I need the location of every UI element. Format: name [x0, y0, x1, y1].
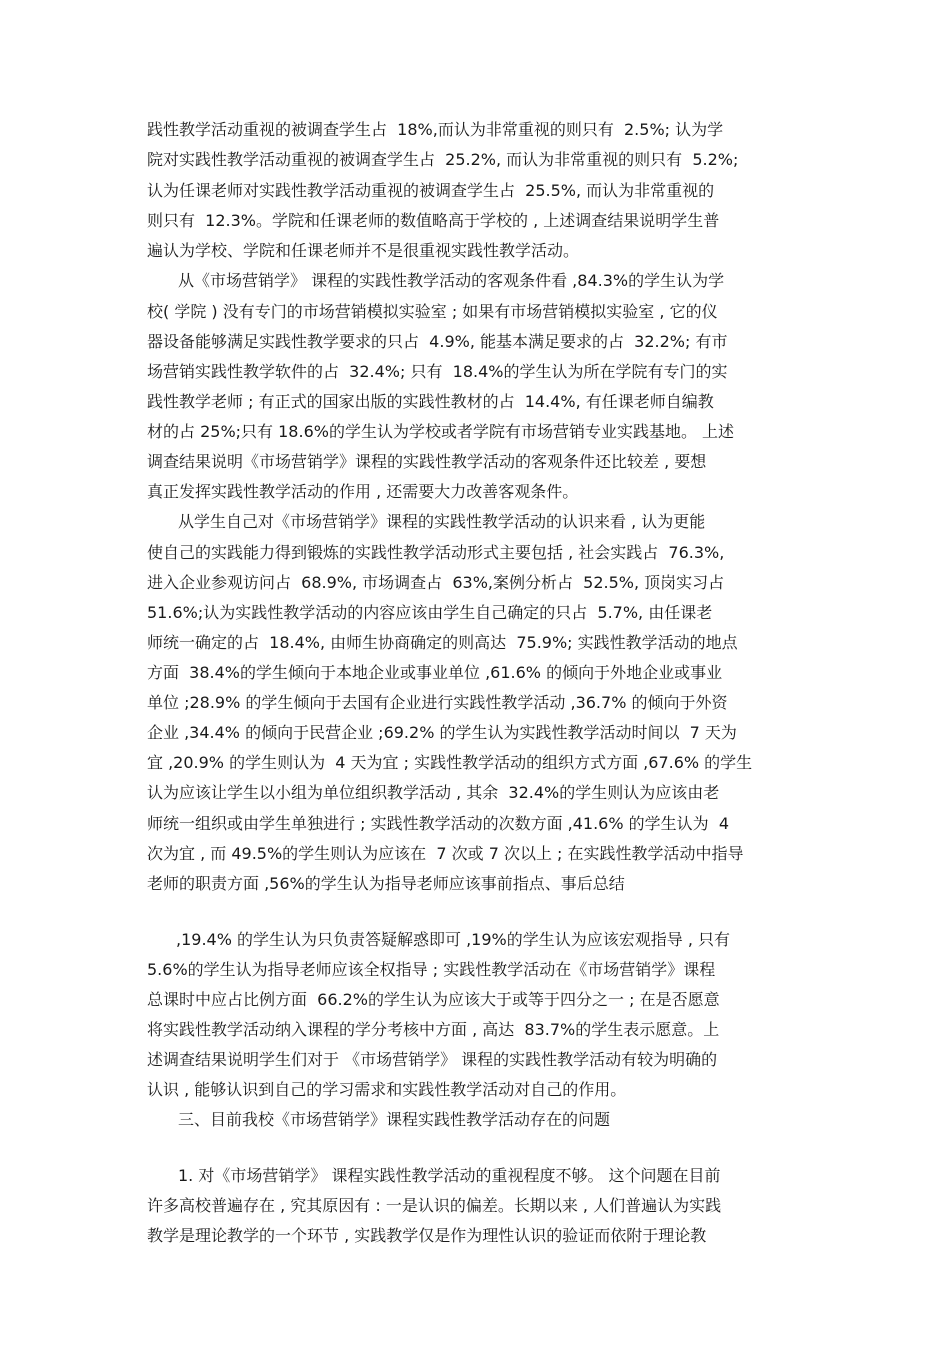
text-line: 述调查结果说明学生们对于 《市场营销学》 课程的实践性教学活动有较为明确的 — [147, 1050, 718, 1069]
text-line: 践性教学老师 ; 有正式的国家出版的实践性教材的占 14.4%, 有任课老师自编教 — [147, 392, 714, 411]
text-line: 将实践性教学活动纳入课程的学分考核中方面 , 高达 83.7%的学生表示愿意。上 — [147, 1020, 720, 1039]
text-line: 进入企业参观访问占 68.9%, 市场调查占 63%,案例分析占 52.5%, 顶岗实习占 — [147, 573, 725, 592]
text-line: 认为应该让学生以小组为单位组织教学活动 , 其余 32.4%的学生则认为应该由老 — [147, 783, 720, 802]
paragraph-first-line: ,19.4% 的学生认为只负责答疑解惑即可 ,19%的学生认为应该宏观指导 , 只有 — [176, 930, 730, 949]
text-line: 51.6%;认为实践性教学活动的内容应该由学生自己确定的只占 5.7%, 由任课老 — [147, 603, 713, 622]
text-line: 材的占 25%;只有 18.6%的学生认为学校或者学院有市场营销专业实践基地。 上述 — [147, 422, 735, 441]
text-line: 则只有 12.3%。学院和任课老师的数值略高于学校的 , 上述调查结果说明学生普 — [147, 211, 720, 230]
text-line: 老师的职责方面 ,56%的学生认为指导老师应该事前指点、事后总结 — [147, 874, 625, 893]
text-line: 次为宜 , 而 49.5%的学生则认为应该在 7 次或 7 次以上 ; 在实践性教学活动中指导 — [147, 844, 744, 863]
text-line: 师统一组织或由学生单独进行 ; 实践性教学活动的次数方面 ,41.6% 的学生认为 4 — [147, 814, 730, 833]
text-line: 单位 ;28.9% 的学生倾向于去国有企业进行实践性教学活动 ,36.7% 的倾向于外资 — [147, 693, 728, 712]
text-line: 企业 ,34.4% 的倾向于民营企业 ;69.2% 的学生认为实践性教学活动时间以 7 天为 — [147, 723, 737, 742]
text-line: 调查结果说明《市场营销学》课程的实践性教学活动的客观条件还比较差 , 要想 — [147, 452, 707, 471]
text-line: 许多高校普遍存在 , 究其原因有 : 一是认识的偏差。长期以来 , 人们普遍认为实践 — [147, 1196, 722, 1215]
text-line: 真正发挥实践性教学活动的作用 , 还需要大力改善客观条件。 — [147, 482, 579, 501]
text-line: 使自己的实践能力得到锻炼的实践性教学活动形式主要包括 , 社会实践占 76.3%, — [147, 543, 725, 562]
text-line: 总课时中应占比例方面 66.2%的学生认为应该大于或等于四分之一 ; 在是否愿意 — [147, 990, 720, 1009]
text-line: 认识 , 能够认识到自己的学习需求和实践性教学活动对自己的作用。 — [147, 1080, 627, 1099]
text-line: 教学是理论教学的一个环节 , 实践教学仅是作为理性认识的验证而依附于理论教 — [147, 1226, 707, 1245]
text-line: 宜 ,20.9% 的学生则认为 4 天为宜 ; 实践性教学活动的组织方式方面 ,67.6% 的学生 — [147, 753, 753, 772]
text-line: 践性教学活动重视的被调查学生占 18%,而认为非常重视的则只有 2.5%; 认为学 — [147, 120, 724, 139]
text-line: 方面 38.4%的学生倾向于本地企业或事业单位 ,61.6% 的倾向于外地企业或事业 — [147, 663, 723, 682]
paragraph-first-line: 从学生自己对《市场营销学》课程的实践性教学活动的认识来看 , 认为更能 — [178, 512, 706, 531]
text-line: 场营销实践性教学软件的占 32.4%; 只有 18.4%的学生认为所在学院有专门的实 — [147, 362, 728, 381]
section-heading: 三、目前我校《市场营销学》课程实践性教学活动存在的问题 — [178, 1110, 611, 1129]
text-line: 认为任课老师对实践性教学活动重视的被调查学生占 25.5%, 而认为非常重视的 — [147, 181, 715, 200]
paragraph-first-line: 1. 对《市场营销学》 课程实践性教学活动的重视程度不够。 这个问题在目前 — [178, 1166, 721, 1185]
text-line: 师统一确定的占 18.4%, 由师生协商确定的则高达 75.9%; 实践性教学活动的地点 — [147, 633, 738, 652]
text-line: 校( 学院 ) 没有专门的市场营销模拟实验室 ; 如果有市场营销模拟实验室 , 它的仪 — [147, 302, 718, 321]
paragraph-first-line: 从《市场营销学》 课程的实践性教学活动的客观条件看 ,84.3%的学生认为学 — [178, 271, 725, 290]
text-line: 器设备能够满足实践性教学要求的只占 4.9%, 能基本满足要求的占 32.2%; 有市 — [147, 332, 728, 351]
text-line: 院对实践性教学活动重视的被调查学生占 25.2%, 而认为非常重视的则只有 5.2%; — [147, 150, 739, 169]
text-line: 遍认为学校、学院和任课老师并不是很重视实践性教学活动。 — [147, 241, 580, 260]
text-line: 5.6%的学生认为指导老师应该全权指导 ; 实践性教学活动在《市场营销学》课程 — [147, 960, 716, 979]
